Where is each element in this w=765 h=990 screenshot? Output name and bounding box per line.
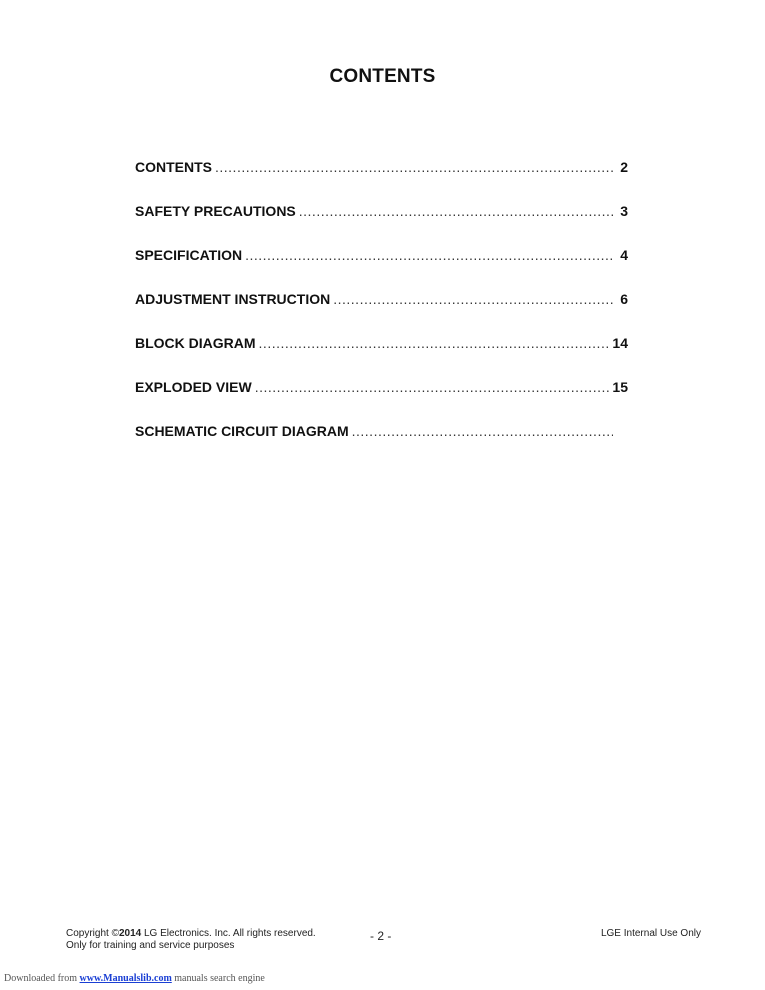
toc-leader-dots	[259, 335, 610, 351]
toc-leader-dots	[215, 159, 613, 175]
download-suffix: manuals search engine	[171, 973, 265, 984]
toc-label: ADJUSTMENT INSTRUCTION	[135, 291, 331, 307]
copyright-year: 2014	[118, 928, 142, 939]
copyright-suffix: LG Electronics. Inc. All rights reserved.	[141, 928, 316, 939]
toc-label: EXPLODED VIEW	[135, 379, 252, 395]
toc-entry-contents[interactable]	[135, 159, 628, 203]
purpose-line: Only for training and service purposes	[66, 940, 235, 951]
toc-leader-dots	[299, 203, 613, 219]
toc-entry-safety-precautions[interactable]	[135, 203, 628, 247]
toc-leader-dots	[352, 423, 613, 439]
toc-entry-specification[interactable]	[135, 247, 628, 291]
toc-page-number: 14	[612, 335, 628, 351]
footer-copyright	[66, 928, 316, 952]
toc-leader-dots	[245, 247, 613, 263]
toc-page-number: 4	[620, 247, 628, 263]
toc-entry-adjustment-instruction[interactable]	[135, 291, 628, 335]
toc-entry-exploded-view[interactable]	[135, 379, 628, 423]
toc-page-number: 15	[612, 379, 628, 395]
footer-page-number: - 2 -	[370, 929, 392, 943]
toc-leader-dots	[333, 291, 613, 307]
page-title: CONTENTS	[329, 66, 436, 87]
download-source-bar	[4, 973, 265, 984]
table-of-contents	[135, 159, 628, 467]
toc-page-number: 6	[620, 291, 628, 307]
copyright-line	[66, 928, 316, 940]
toc-page-number: 2	[620, 159, 628, 175]
toc-label: BLOCK DIAGRAM	[135, 335, 256, 351]
toc-entry-block-diagram[interactable]	[135, 335, 628, 379]
copyright-prefix: Copyright ©	[66, 928, 119, 939]
toc-page-number: 3	[620, 203, 628, 219]
manualslib-link[interactable]: www.Manualslib.com	[79, 973, 172, 984]
toc-label: SAFETY PRECAUTIONS	[135, 203, 296, 219]
toc-entry-schematic-circuit-diagram[interactable]	[135, 423, 628, 467]
toc-leader-dots	[255, 379, 610, 395]
toc-label: CONTENTS	[135, 159, 212, 175]
toc-label: SPECIFICATION	[135, 247, 243, 263]
download-prefix: Downloaded from	[4, 973, 80, 984]
toc-label: SCHEMATIC CIRCUIT DIAGRAM	[135, 423, 349, 439]
footer-internal-use: LGE Internal Use Only	[600, 928, 701, 939]
